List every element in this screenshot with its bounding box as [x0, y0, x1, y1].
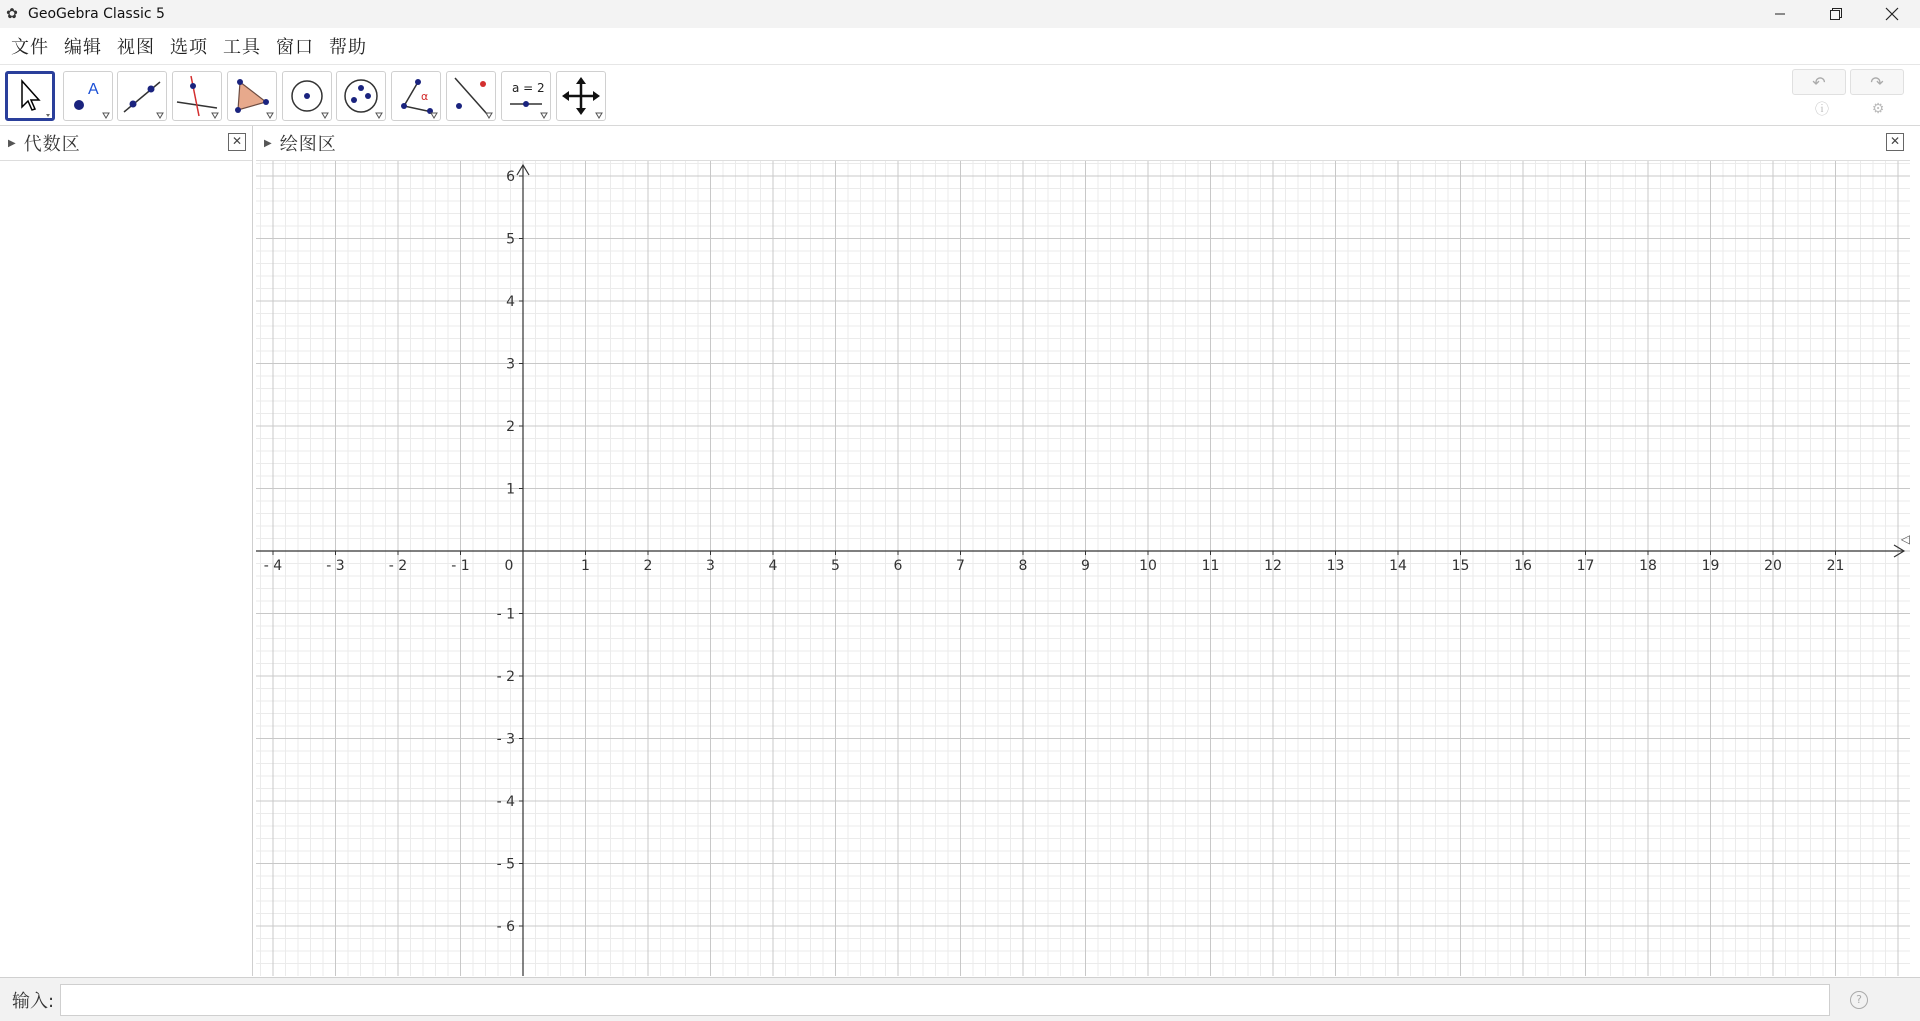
- settings-icon: ⚙: [1871, 101, 1885, 117]
- x-tick-label: - 4: [263, 558, 283, 574]
- menu-bar: [0, 28, 1920, 65]
- x-tick-label: 3: [706, 558, 715, 574]
- menu-edit[interactable]: 编辑: [64, 37, 102, 58]
- x-tick-label: 8: [1018, 558, 1028, 574]
- menu-tools[interactable]: 工具: [223, 37, 261, 58]
- x-tick-label: 0: [504, 558, 514, 574]
- graphics-view[interactable]: [256, 126, 1910, 976]
- input-label: 输入:: [12, 990, 55, 1012]
- y-tick-label: - 3: [496, 731, 515, 748]
- toolbar: [0, 65, 1920, 126]
- input-bar: [0, 977, 1920, 1021]
- window-controls: [1752, 0, 1920, 28]
- menu-window[interactable]: 窗口: [276, 37, 314, 58]
- restore-icon: [1829, 7, 1843, 21]
- graphics-close-icon[interactable]: ✕: [1886, 133, 1904, 151]
- menu-help[interactable]: 帮助: [329, 37, 367, 58]
- undo-redo-group: [1792, 69, 1904, 95]
- help-icon: ⓘ: [1815, 102, 1829, 118]
- x-tick-label: 6: [893, 558, 903, 574]
- algebra-view-title: 代数区: [23, 134, 81, 155]
- circle-icon: [283, 72, 331, 120]
- undo-button[interactable]: [1792, 69, 1846, 95]
- menu-file[interactable]: 文件: [11, 37, 49, 58]
- geogebra-app-icon: ✿: [6, 6, 18, 22]
- tool-slider[interactable]: [501, 71, 551, 121]
- tool-line[interactable]: [117, 71, 167, 121]
- x-tick-label: - 3: [326, 558, 345, 574]
- side-panel-toggle-icon[interactable]: ◁: [1900, 532, 1910, 546]
- x-tick-label: 10: [1139, 558, 1157, 574]
- x-tick-label: 4: [768, 558, 778, 574]
- tool-reflect[interactable]: [446, 71, 496, 121]
- undo-icon: ↶: [1812, 72, 1826, 92]
- line-icon: [118, 72, 166, 120]
- x-tick-label: 11: [1201, 558, 1220, 574]
- perpendicular-line-icon: [173, 72, 221, 120]
- title-bar: [0, 0, 1920, 28]
- x-tick-label: 14: [1389, 558, 1407, 574]
- input-help-icon[interactable]: ?: [1850, 991, 1868, 1009]
- close-button[interactable]: [1864, 0, 1920, 28]
- y-tick-label: - 6: [496, 919, 515, 935]
- x-tick-label: 7: [956, 558, 965, 574]
- x-tick-label: 5: [831, 558, 840, 574]
- y-tick-label: 6: [506, 169, 515, 185]
- help-settings-group: [1796, 97, 1904, 121]
- algebra-close-icon[interactable]: ✕: [228, 133, 246, 151]
- x-tick-label: 13: [1326, 558, 1345, 574]
- graphics-view-title: 绘图区: [279, 134, 337, 155]
- y-tick-label: 2: [506, 419, 515, 435]
- point-tool-label: A: [88, 81, 99, 98]
- y-tick-label: 3: [506, 356, 515, 373]
- restore-button[interactable]: [1808, 0, 1864, 28]
- x-tick-label: - 1: [451, 558, 470, 574]
- x-tick-label: 19: [1701, 558, 1720, 574]
- x-tick-label: 15: [1451, 558, 1470, 574]
- algebra-view[interactable]: [0, 126, 253, 976]
- y-tick-label: 4: [506, 294, 515, 310]
- y-tick-label: 5: [506, 231, 515, 248]
- y-tick-label: 1: [506, 481, 515, 498]
- algebra-view-header: [0, 126, 252, 161]
- tool-perpendicular[interactable]: [172, 71, 222, 121]
- x-tick-label: 1: [581, 558, 590, 574]
- slider-tool-label: a = 2: [512, 81, 545, 95]
- menu-view[interactable]: 视图: [117, 37, 155, 58]
- minimize-button[interactable]: [1752, 0, 1808, 28]
- window-title: GeoGebra Classic 5: [28, 6, 165, 22]
- polygon-icon: [228, 72, 276, 120]
- tool-angle[interactable]: [391, 71, 441, 121]
- x-tick-label: 2: [643, 558, 653, 574]
- slider-icon: [502, 72, 550, 120]
- x-tick-label: 18: [1639, 558, 1657, 574]
- y-tick-label: - 2: [496, 669, 515, 685]
- tool-polygon[interactable]: [227, 71, 277, 121]
- point-icon: [64, 72, 112, 120]
- reflect-icon: [447, 72, 495, 120]
- x-tick-label: 12: [1264, 558, 1282, 574]
- redo-button[interactable]: [1850, 69, 1904, 95]
- x-tick-label: 16: [1514, 558, 1532, 574]
- ellipse-icon: [337, 72, 385, 120]
- menu-options[interactable]: 选项: [170, 37, 208, 58]
- move-graphics-icon: [557, 72, 605, 120]
- x-tick-label: - 2: [388, 558, 408, 574]
- algebra-expand-icon[interactable]: ▶: [8, 137, 16, 149]
- x-tick-label: 17: [1576, 558, 1595, 574]
- y-tick-label: - 4: [496, 794, 515, 810]
- settings-button[interactable]: [1852, 97, 1904, 121]
- tool-circle[interactable]: [282, 71, 332, 121]
- tool-ellipse[interactable]: [336, 71, 386, 121]
- x-tick-label: 9: [1081, 558, 1090, 574]
- help-button[interactable]: [1796, 97, 1848, 121]
- tool-point[interactable]: [63, 71, 113, 121]
- redo-icon: ↷: [1870, 72, 1884, 92]
- graphics-view-header: [256, 126, 1910, 161]
- close-icon: [1885, 7, 1899, 21]
- y-tick-label: - 5: [496, 856, 515, 873]
- tool-move-graphics[interactable]: [556, 71, 606, 121]
- coordinate-grid[interactable]: [256, 161, 1910, 976]
- graphics-expand-icon[interactable]: ▶: [264, 137, 272, 149]
- x-tick-label: 20: [1764, 558, 1782, 574]
- move-arrow-icon: [8, 74, 52, 118]
- tool-move[interactable]: [5, 71, 55, 121]
- minimize-icon: [1774, 8, 1786, 20]
- input-field[interactable]: [60, 984, 1830, 1016]
- angle-icon: [392, 72, 440, 120]
- angle-tool-label: α: [421, 90, 429, 103]
- x-tick-label: 21: [1826, 558, 1845, 574]
- y-tick-label: - 1: [496, 606, 515, 623]
